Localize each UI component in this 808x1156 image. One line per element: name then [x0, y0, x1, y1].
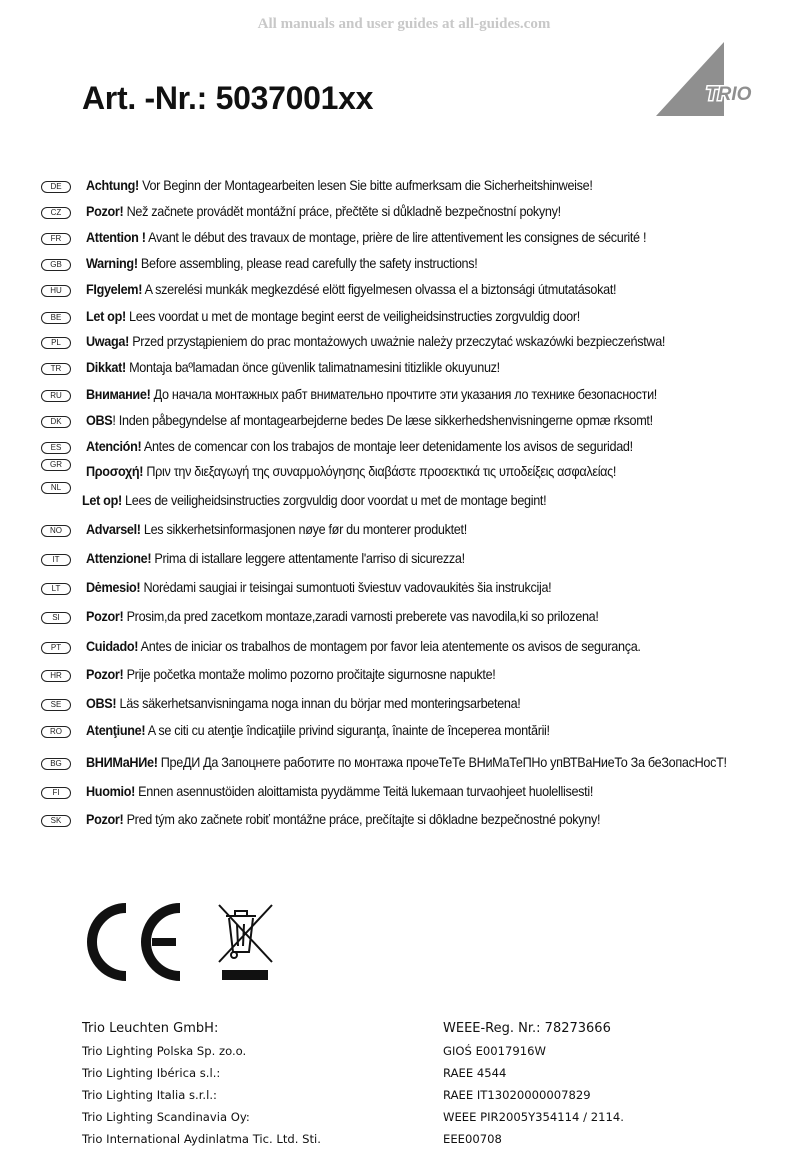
warning-row [0, 752, 808, 774]
language-code-badge: LT [41, 583, 71, 595]
registration-number: WEEE-Reg. Nr.: 78273666 [443, 1021, 611, 1036]
language-code-badge: FI [41, 787, 71, 799]
warning-row [0, 436, 808, 458]
language-code-badge: PL [41, 337, 71, 349]
warning-label: Pozor! [86, 667, 124, 682]
warning-text: ПреДИ Да Запоцнете работите по монтажа прочеТеТе ВНиМаТеΠНо упВТВаНиеТо За беЗопасНосТ! [157, 755, 727, 770]
warning-label: Attenzione! [86, 551, 152, 566]
warning-row [0, 175, 808, 197]
warning-row [0, 253, 808, 275]
warning-label: Pozor! [86, 609, 124, 624]
language-code-badge: TR [41, 363, 71, 375]
warning-row [0, 279, 808, 301]
company-name: Trio Lighting Ibérica s.l.: [82, 1066, 221, 1080]
warning-row [0, 577, 808, 599]
warning-text: Prije početka montaže molimo pozorno pročitajte sigurnosne napukte! [123, 667, 496, 682]
language-code-badge: GR [41, 459, 71, 471]
warning-row [0, 693, 808, 715]
weee-crossed-bin-icon [219, 905, 272, 962]
warning-text: До начала монтажных рабт внимательно прочтите эти указания ло технике безопасности! [150, 387, 657, 402]
warning-row [0, 519, 808, 541]
registration-number: RAEE IT13020000007829 [443, 1088, 591, 1102]
warning-text: Πριν την διεξαγωγή της συναρμολόγησης διαβάστε προσεκτικά τις υποδείξεις ασφαλείας! [143, 464, 617, 479]
warning-row [0, 461, 808, 483]
warning-label: OBS [86, 413, 113, 428]
warning-row [0, 410, 808, 432]
warning-text: Läs säkerhetsanvisningama noga innan du börjar med monteringsarbetena! [116, 696, 521, 711]
company-name: Trio Lighting Italia s.r.l.: [82, 1088, 217, 1102]
registration-number: WEEE PIR2005Y354114 / 2114. [443, 1110, 624, 1124]
language-code-badge: SK [41, 815, 71, 827]
warning-text: A se citi cu atenţie îndicaţiile privind siguranţa, înainte de începerea montării! [145, 723, 550, 738]
warning-label: OBS! [86, 696, 117, 711]
warning-row [0, 483, 808, 512]
warning-text: Before assembling, please read carefully the safety instructions! [137, 256, 478, 271]
warning-text: Avant le début des travaux de montage, prière de lire attentivement les consignes de sécurité ! [145, 230, 647, 245]
warning-label: Uwaga! [86, 334, 130, 349]
language-code-badge: DK [41, 416, 71, 428]
warning-text: Antes de iniciar os trabalhos de montagem por favor leia atentemente os avisos de segurança. [138, 639, 641, 654]
language-code-badge: IT [41, 554, 71, 566]
warning-text: Prosim,da pred zacetkom montaze,zaradi varnosti preberete vas navodila,ki so prilozena! [123, 609, 599, 624]
footer-registration-numbers [443, 1018, 624, 1150]
warning-row [0, 548, 808, 570]
warning-row [0, 227, 808, 249]
watermark: All manuals and user guides at all-guides.com [257, 16, 551, 32]
language-code-badge: BG [41, 758, 71, 770]
warning-label: Dikkat! [86, 360, 126, 375]
warning-text: Pred tým ako začnete robiť montážne práce, prečítajte si dôkladne bezpečnostné pokyny! [123, 812, 601, 827]
warning-label: Pozor! [86, 204, 124, 219]
weee-bar [222, 970, 268, 980]
company-name: Trio Leuchten GmbH: [82, 1021, 219, 1036]
language-code-badge: RU [41, 390, 71, 402]
warning-text: Než začnete provádět montážní práce, přečtěte si důkladně bezpečnostní pokyny! [123, 204, 561, 219]
company-name: Trio International Aydinlatma Tic. Ltd. Sti. [82, 1132, 321, 1146]
language-code-badge: GB [41, 259, 71, 271]
warning-label: Huomio! [86, 784, 135, 799]
warning-label: Advarsel! [86, 522, 141, 537]
warning-text: Vor Beginn der Montagearbeiten lesen Sie bitte aufmerksam die Sicherheitshinweise! [138, 178, 593, 193]
warning-label: Attention ! [86, 230, 146, 245]
warning-row [0, 331, 808, 353]
warning-row [0, 636, 808, 658]
language-code-badge: BE [41, 312, 71, 324]
language-code-badge: DE [41, 181, 71, 193]
warning-row [0, 809, 808, 831]
language-code-badge: FR [41, 233, 71, 245]
company-name: Trio Lighting Polska Sp. zo.o. [82, 1044, 247, 1058]
language-code-badge: PT [41, 642, 71, 654]
warning-text: Antes de comencar con los trabajos de montaje leer detenidamente los avisos de seguridad! [141, 439, 633, 454]
warning-text: ! Inden påbegyndelse af montagearbejderne bedes De læse sikkerhedshenvisningerne opmæ rksomt! [112, 413, 653, 428]
certification-marks [80, 900, 280, 990]
registration-number: EEE00708 [443, 1132, 502, 1146]
language-code-badge: NL [41, 482, 71, 494]
warning-row [0, 384, 808, 406]
warning-label: Let op! [82, 493, 122, 508]
language-code-badge: SE [41, 699, 71, 711]
warning-row [0, 664, 808, 686]
warning-row [0, 306, 808, 328]
language-code-badge: ES [41, 442, 71, 454]
language-code-badge: HU [41, 285, 71, 297]
company-name: Trio Lighting Scandinavia Oy: [82, 1110, 250, 1124]
warning-text: Prima di istallare leggere attentamente l'arriso di sicurezza! [151, 551, 465, 566]
warning-row [0, 606, 808, 628]
footer-companies [82, 1018, 321, 1150]
warning-label: Achtung! [86, 178, 139, 193]
article-number-title: Art. -Nr.: 5037001xx [82, 80, 374, 116]
logo-text: TRIO [706, 84, 752, 105]
warning-label: FIgyelem! [86, 282, 143, 297]
warning-label: Let op! [86, 309, 126, 324]
warning-label: Pozor! [86, 812, 124, 827]
warning-label: Dėmesio! [86, 580, 141, 595]
ce-mark-icon [92, 908, 180, 976]
warning-label: Warning! [86, 256, 138, 271]
language-code-badge: CZ [41, 207, 71, 219]
warning-text: A szerelési munkák megkezdésé elött figyelmesen olvassa el a biztonsági útmutatásokat! [142, 282, 617, 297]
warning-row [0, 201, 808, 223]
warning-row [0, 357, 808, 379]
warning-label: Внимание! [86, 387, 151, 402]
warning-label: ВНИМаНИе! [86, 755, 158, 770]
warning-text: Les sikkerhetsinformasjonen nøye før du monterer produktet! [140, 522, 467, 537]
warning-text: Lees de veiligheidsinstructies zorgvuldig door voordat u met de montage begint! [121, 493, 547, 508]
warning-text: Lees voordat u met de montage begint eerst de veiligheidsinstructies zorgvuldig door! [125, 309, 580, 324]
warning-row [0, 781, 808, 803]
warning-label: Cuidado! [86, 639, 139, 654]
registration-number: GIOŚ E0017916W [443, 1044, 546, 1058]
warning-row [0, 720, 808, 742]
language-code-badge: SI [41, 612, 71, 624]
language-code-badge: HR [41, 670, 71, 682]
warning-text: Montaja baºlamadan önce güvenlik talimatnamesini titizlikle okuyunuz! [125, 360, 500, 375]
warning-label: Προσοχή! [86, 464, 144, 479]
warning-label: Atención! [86, 439, 142, 454]
language-code-badge: NO [41, 525, 71, 537]
warning-text: Norėdami saugiai ir teisingai sumontuoti šviestuv vadovaukitės šia instrukcija! [140, 580, 552, 595]
registration-number: RAEE 4544 [443, 1066, 507, 1080]
language-code-badge: RO [41, 726, 71, 738]
warning-text: Przed przystąpieniem do prac montażowych uważnie należy przeczytać wskazówki bezpieczeństwa! [129, 334, 666, 349]
warning-label: Atenţiune! [86, 723, 146, 738]
warning-text: Ennen asennustöiden aloittamista pyydämme Teitä lukemaan turvaohjeet huolellisesti! [134, 784, 594, 799]
